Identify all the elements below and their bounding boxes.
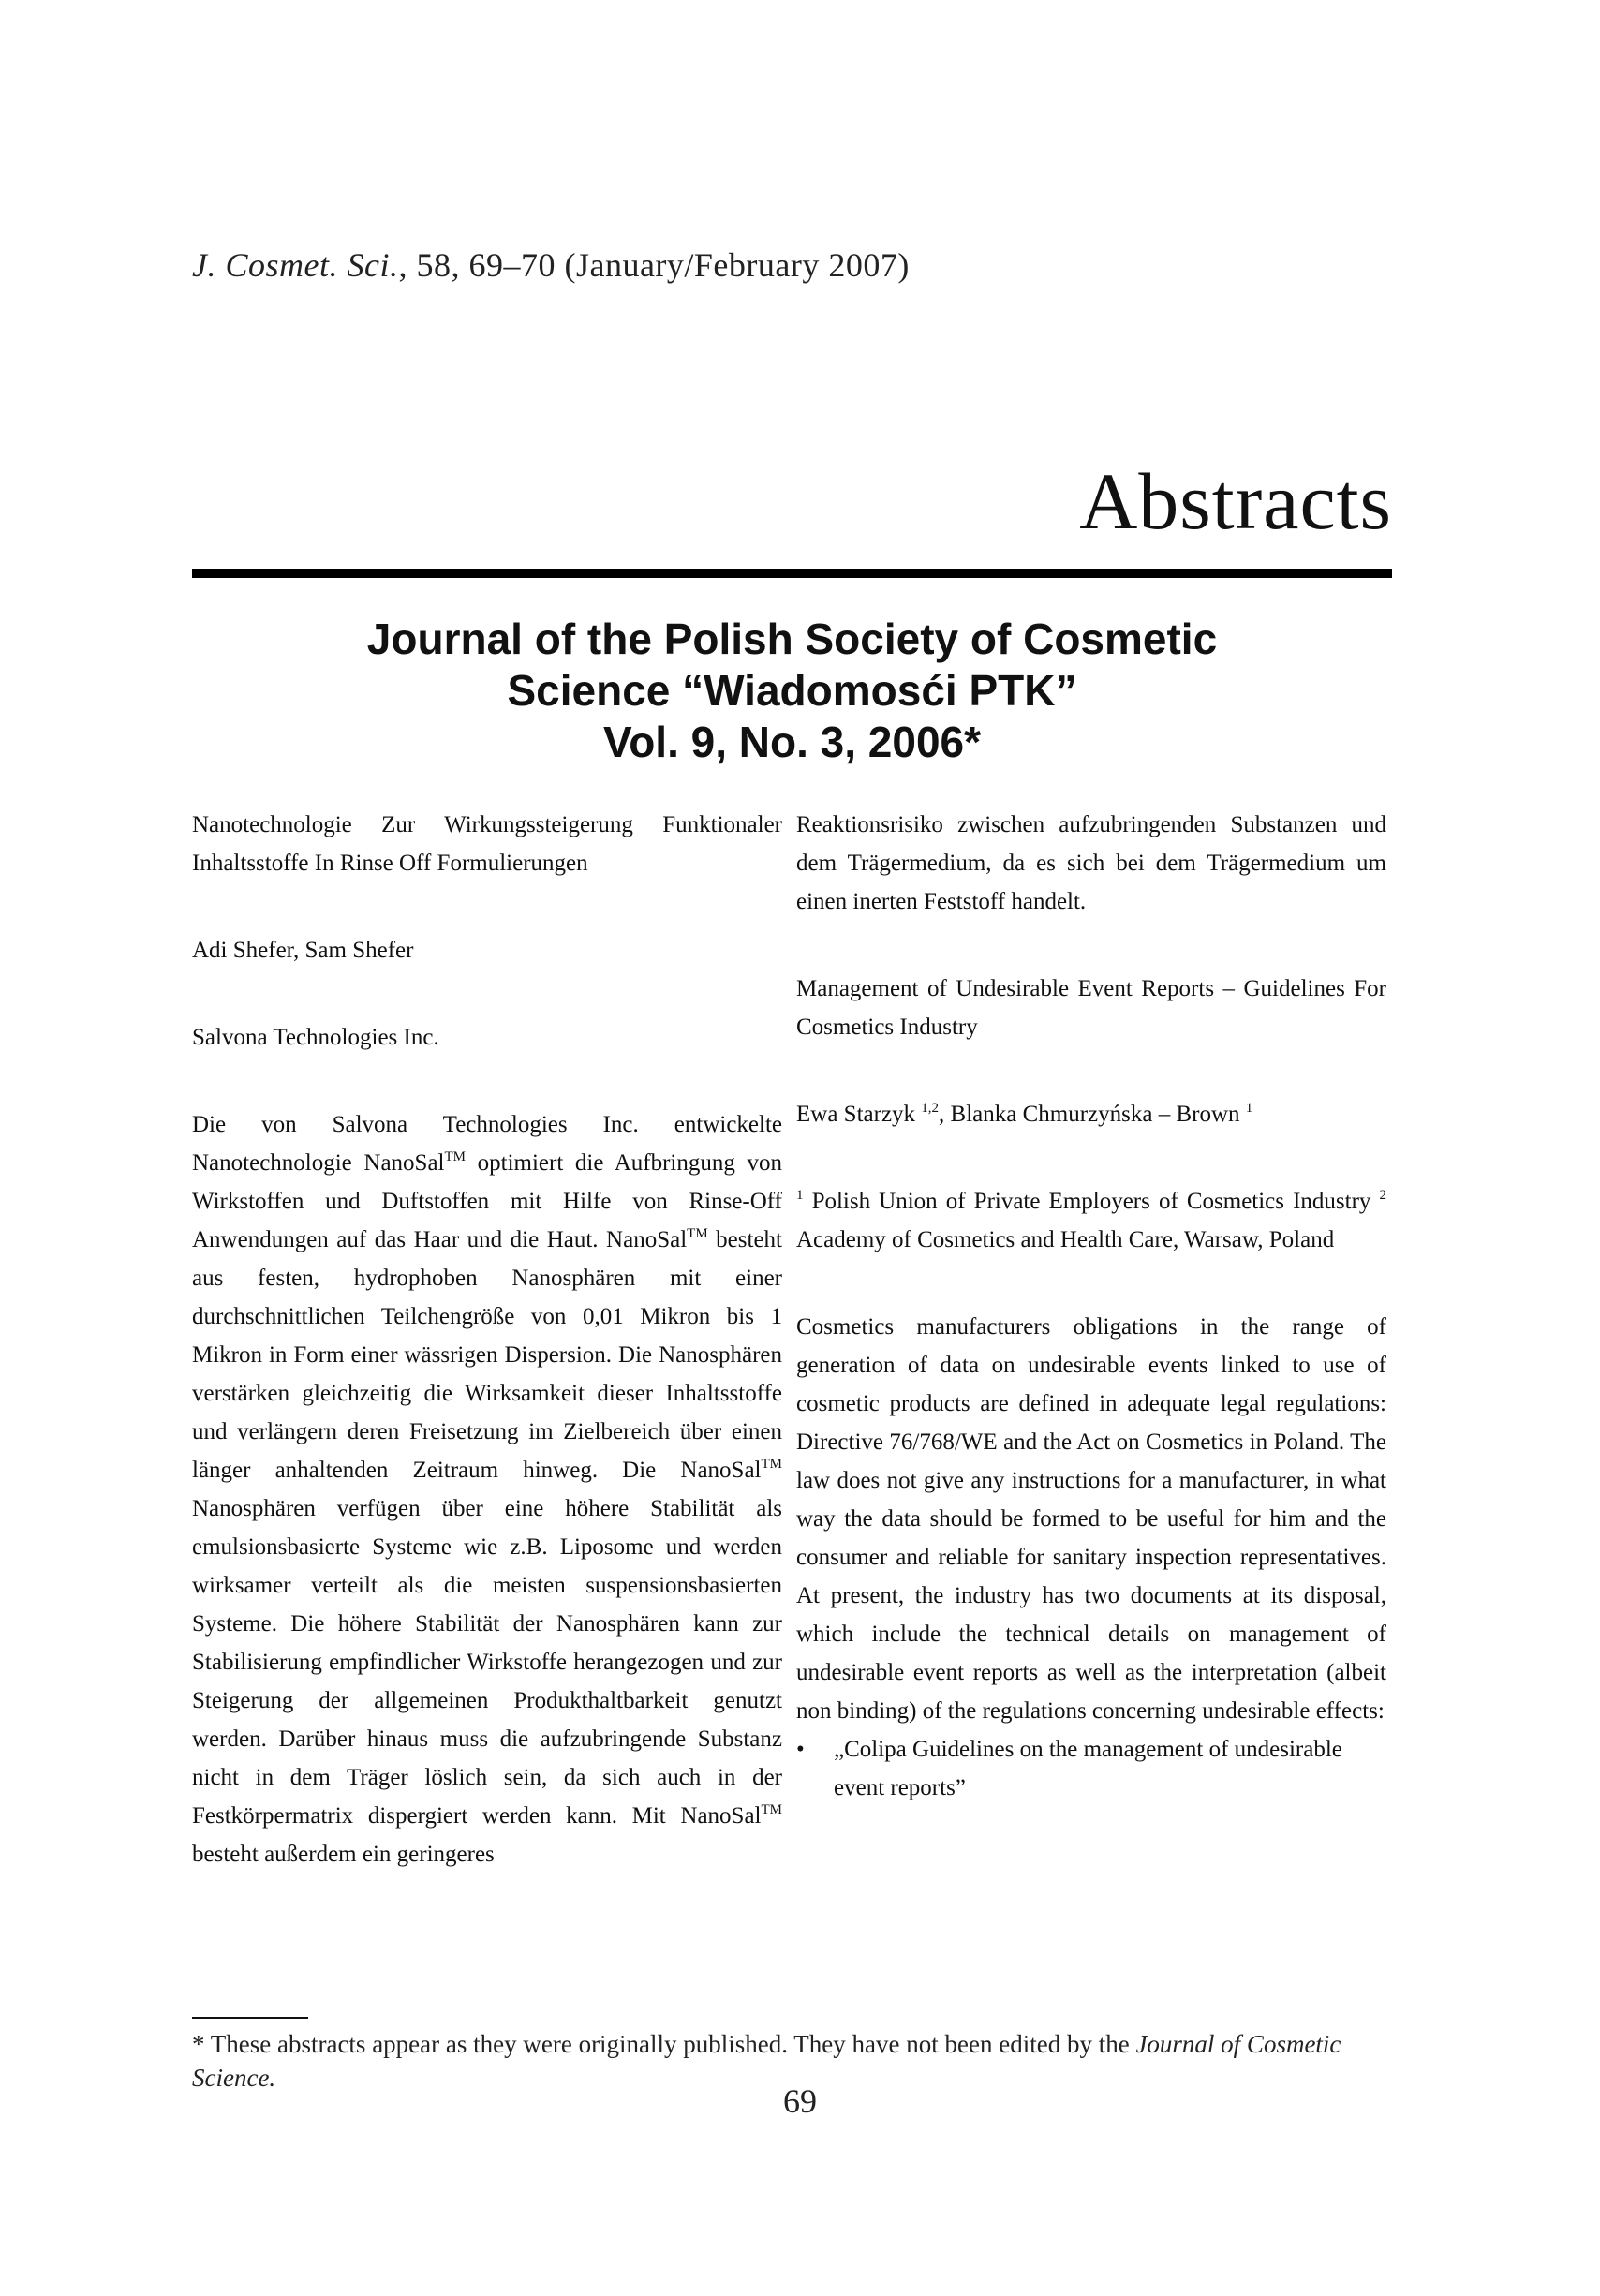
journal-title-line-1: Journal of the Polish Society of Cosmetic: [366, 615, 1218, 663]
left-column: [192, 806, 782, 1874]
footnote-rule: [192, 2017, 308, 2019]
article2-authors: Ewa Starzyk $^{1,2}$, Blanka Chmurzyńska – Brown $^1$: [796, 1101, 1253, 1127]
article2-body: Cosmetics manufacturers obligations in the range of generation of data on undesirable events linked to use of cosmetic products are defined in adequate legal regulations: Directive 76/768/WE and the Act on Cosmetics in Poland. The law does not give any instructions for a manufacturer, in what way the data should be formed to be useful for him and the consumer and reliable for sanitary inspection representatives. At present, the industry has two documents at its disposal, which include the technical details on management of undesirable event reports as well as the interpretation (albeit non binding) of the regulations concerning undesirable effects:: [796, 1314, 1386, 1724]
journal-title-line-2: Science “Wiadomosći PTK”: [507, 666, 1077, 715]
article1-affiliation: Salvona Technologies Inc.: [192, 1025, 439, 1050]
article2-title: Management of Undesirable Event Reports – Guidelines For Cosmetics Industry: [796, 976, 1386, 1040]
article1-authors: Adi Shefer, Sam Shefer: [192, 938, 414, 963]
footnote-journal-name: Journal of Cosmetic Science.: [192, 2030, 1341, 2092]
bullet-text: „Colipa Guidelines on the management of undesirable event reports”: [834, 1737, 1342, 1800]
article1-continuation: Reaktionsrisiko zwischen aufzubringenden Substanzen und dem Trägermedium, da es sich bei dem Trägermedium um einen inerten Feststoff handelt.: [796, 812, 1386, 914]
list-item: [796, 1730, 1386, 1807]
article1-body: Die von Salvona Technologies Inc. entwickelte Nanotechnologie NanoSal™ optimiert die Aufbringung von Wirkstoffen und Duftstoffen mit Hilfe von Rinse-Off Anwendungen auf das Haar und die Haut. NanoSal™ besteht aus festen, hydrophoben Nanosphären mit einer durchschnittlichen Teilchengröße von 0,01 Mikron bis 1 Mikron in Form einer wässrigen Dispersion. Die Nanosphären verstärken gleichzeitig die Wirksamkeit dieser Inhaltsstoffe und verlängern deren Freisetzung im Zielbereich über einen länger anhaltenden Zeitraum hinweg. Die NanoSal™ Nanosphären verfügen über eine höhere Stabilität als emulsionsbasierte Systeme wie z.B. Liposome und werden wirksamer verteilt als die meisten suspensionsbasierten Systeme. Die höhere Stabilität der Nanosphären kann zur Stabilisierung empfindlicher Wirkstoffe herangezogen und zur Steigerung der allgemeinen Produkthaltbarkeit genutzt werden. Darüber hinaus muss die aufzubringende Substanz nicht in dem Träger löslich sein, da sich auch in der Festkörpermatrix dispergiert werden kann. Mit NanoSal™ besteht außerdem ein geringeres: [192, 1112, 783, 1867]
journal-abbreviation: J. Cosmet. Sci.: [192, 246, 399, 284]
running-head: [192, 245, 910, 285]
article1-title: Nanotechnologie Zur Wirkungssteigerung Funktionaler Inhaltsstoffe In Rinse Off Formulierungen: [192, 812, 782, 876]
right-column: [796, 806, 1386, 1807]
journal-issue: Vol. 9, No. 3, 2006*: [602, 718, 982, 766]
bullet-icon: •: [796, 1737, 805, 1762]
footnote-text: * These abstracts appear as they were originally published. They have not been edited by the: [192, 2030, 1136, 2058]
article2-affiliations: $^1$ Polish Union of Private Employers of Cosmetics Industry $^2$ Academy of Cosmetics and Health Care, Warsaw, Poland: [796, 1188, 1386, 1252]
citation: , 58, 69–70 (January/February 2007): [398, 246, 910, 284]
journal-title-block: [192, 614, 1392, 768]
section-title: Abstracts: [1079, 456, 1392, 546]
heading-rule: [192, 569, 1392, 578]
page-number: 69: [783, 2082, 817, 2120]
